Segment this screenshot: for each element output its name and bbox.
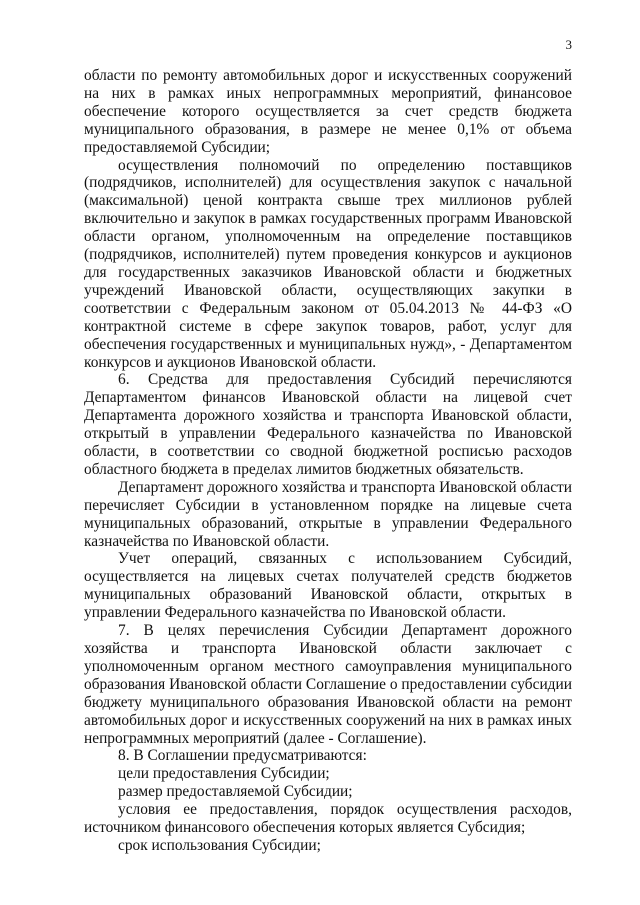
paragraph-item-7: 7. В целях перечисления Субсидии Департамент дорожного хозяйства и транспорта Ивановской области заключает с уполномоченным органом местного самоуправления муниципального образования Ивановской области Соглашение о предоставлении субсидии бюджету муниципального образования Ивановской области на ремонт автомобильных дорог и искусственных сооружений на них в рамках иных непрограммных мероприятий (далее - Соглашение). [84,622,572,747]
document-body [84,67,572,855]
list-item-term: срок использования Субсидии; [118,836,321,854]
list-item-conditions: условия ее предоставления, порядок осуществления расходов, источником финансового обеспечения которых является Субсидия; [84,801,572,837]
list-item-amount: размер предоставляемой Субсидии; [118,783,353,801]
paragraph-item-6: 6. Средства для предоставления Субсидий перечисляются Департаментом финансов Ивановской области на лицевой счет Департамента дорожного хозяйства и транспорта Ивановской области, открытый в управлении Федерального казначейства по Ивановской области, в соответствии со сводной бюджетной росписью расходов областного бюджета в пределах лимитов бюджетных обязательств. [84,371,572,478]
paragraph-procurement-powers: осуществления полномочий по определению поставщиков (подрядчиков, исполнителей) для осуществления закупок с начальной (максимальной) ценой контракта свыше трех миллионов рублей включительно и закупок в рамках государственных программ Ивановской области органом, уполномоченным на определение поставщиков (подрядчиков, исполнителей) путем проведения конкурсов и аукционов для государственных заказчиков Ивановской области и бюджетных учреждений Ивановской области, осуществляющих закупки в соответствии с Федеральным законом от 05.04.2013 № 44-ФЗ «О контрактной системе в сфере закупок товаров, работ, услуг для обеспечения государственных и муниципальных нужд», - Департаментом конкурсов и аукционов Ивановской области. [84,156,572,371]
paragraph-transfer: Департамент дорожного хозяйства и транспорта Ивановской области перечисляет Субсидии в установленном порядке на лицевые счета муниципальных образований, открытые в управлении Федерального казначейства по Ивановской области. [84,478,572,550]
paragraph-item-8: 8. В Соглашении предусматриваются: [118,747,367,765]
paragraph-continuation: области по ремонту автомобильных дорог и искусственных сооружений на них в рамках иных непрограммных мероприятий, финансовое обеспечение которого осуществляется за счет средств бюджета муниципального образования, в размере не менее 0,1% от объема предоставляемой Субсидии; [84,67,572,156]
paragraph-accounting: Учет операций, связанных с использованием Субсидий, осуществляется на лицевых счетах получателей средств бюджетов муниципальных образований Ивановской области, открытых в управлении Федерального казначейства по Ивановской области. [84,550,572,622]
page-number: 3 [565,37,572,52]
list-item-purpose: цели предоставления Субсидии; [118,765,330,783]
